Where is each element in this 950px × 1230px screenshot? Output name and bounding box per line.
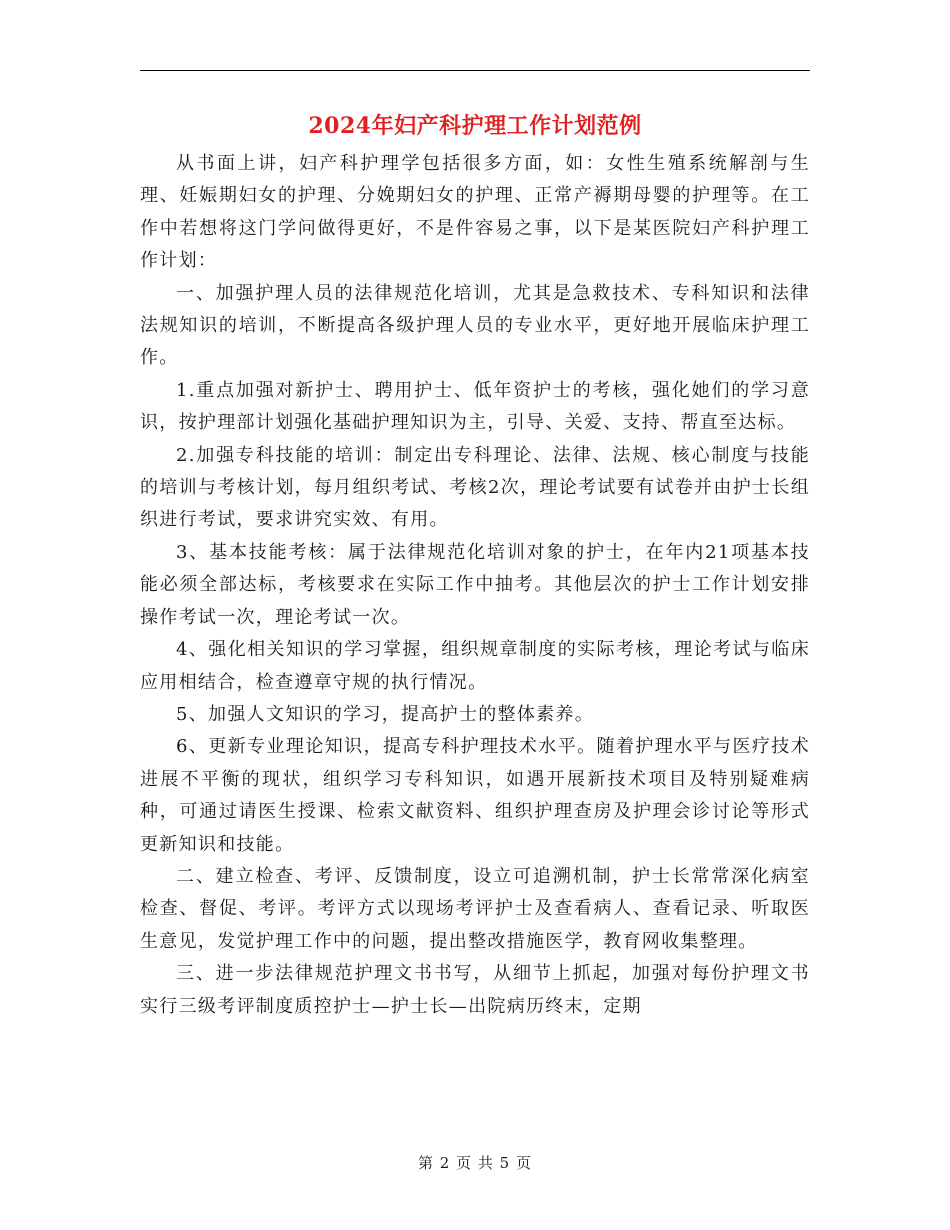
document-body xyxy=(140,148,810,1023)
paragraph-item-6: 6、更新专业理论知识，提高专科护理技术水平。随着护理水平与医疗技术进展不平衡的现状，组织学习专科知识，如遇开展新技术项目及特别疑难病种，可通过请医生授课、检索文献资料、组织护理查房及护理会诊讨论等形式更新知识和技能。 xyxy=(140,736,810,855)
paragraph-item-1: 1.重点加强对新护士、聘用护士、低年资护士的考核，强化她们的学习意识，按护理部计划强化基础护理知识为主，引导、关爱、支持、帮直至达标。 xyxy=(140,379,810,434)
paragraph-item-4: 4、强化相关知识的学习掌握，组织规章制度的实际考核，理论考试与临床应用相结合，检查遵章守规的执行情况。 xyxy=(140,639,810,693)
paragraph-item-5: 5、加强人文知识的学习，提高护士的整体素养。 xyxy=(176,703,595,725)
paragraph-section-3: 三、进一步法律规范护理文书书写，从细节上抓起，加强对每份护理文书实行三级考评制度质控护士—护士长—出院病历终末，定期 xyxy=(140,963,810,1017)
paragraph-section-2: 二、建立检查、考评、反馈制度，设立可追溯机制，护士长常常深化病室检查、督促、考评。考评方式以现场考评护士及查看病人、查看记录、听取医生意见，发觉护理工作中的问题，提出整改措施医学，教育网收集整理。 xyxy=(140,865,810,952)
paragraph-intro: 从书面上讲，妇产科护理学包括很多方面，如：女性生殖系统解剖与生理、妊娠期妇女的护理、分娩期妇女的护理、正常产褥期母婴的护理等。在工作中若想将这门学问做得更好，不是件容易之事，以下是某医院妇产科护理工作计划： xyxy=(140,153,810,272)
paragraph-section-1: 一、加强护理人员的法律规范化培训，尤其是急救技术、专科知识和法律法规知识的培训，不断提高各级护理人员的专业水平，更好地开展临床护理工作。 xyxy=(140,282,810,369)
page-number-footer: 第 2 页 共 5 页 xyxy=(418,1154,532,1172)
document-title: 2024年妇产科护理工作计划范例 xyxy=(308,113,642,139)
paragraph-item-2: 2.加强专科技能的培训：制定出专科理论、法律、法规、核心制度与技能的培训与考核计划，每月组织考试、考核2次，理论考试要有试卷并由护士长组织进行考试，要求讲究实效、有用。 xyxy=(140,444,810,531)
header-rule xyxy=(140,70,810,71)
paragraph-item-3: 3、基本技能考核：属于法律规范化培训对象的护士，在年内21项基本技能必须全部达标，考核要求在实际工作中抽考。其他层次的护士工作计划安排操作考试一次，理论考试一次。 xyxy=(140,541,810,628)
